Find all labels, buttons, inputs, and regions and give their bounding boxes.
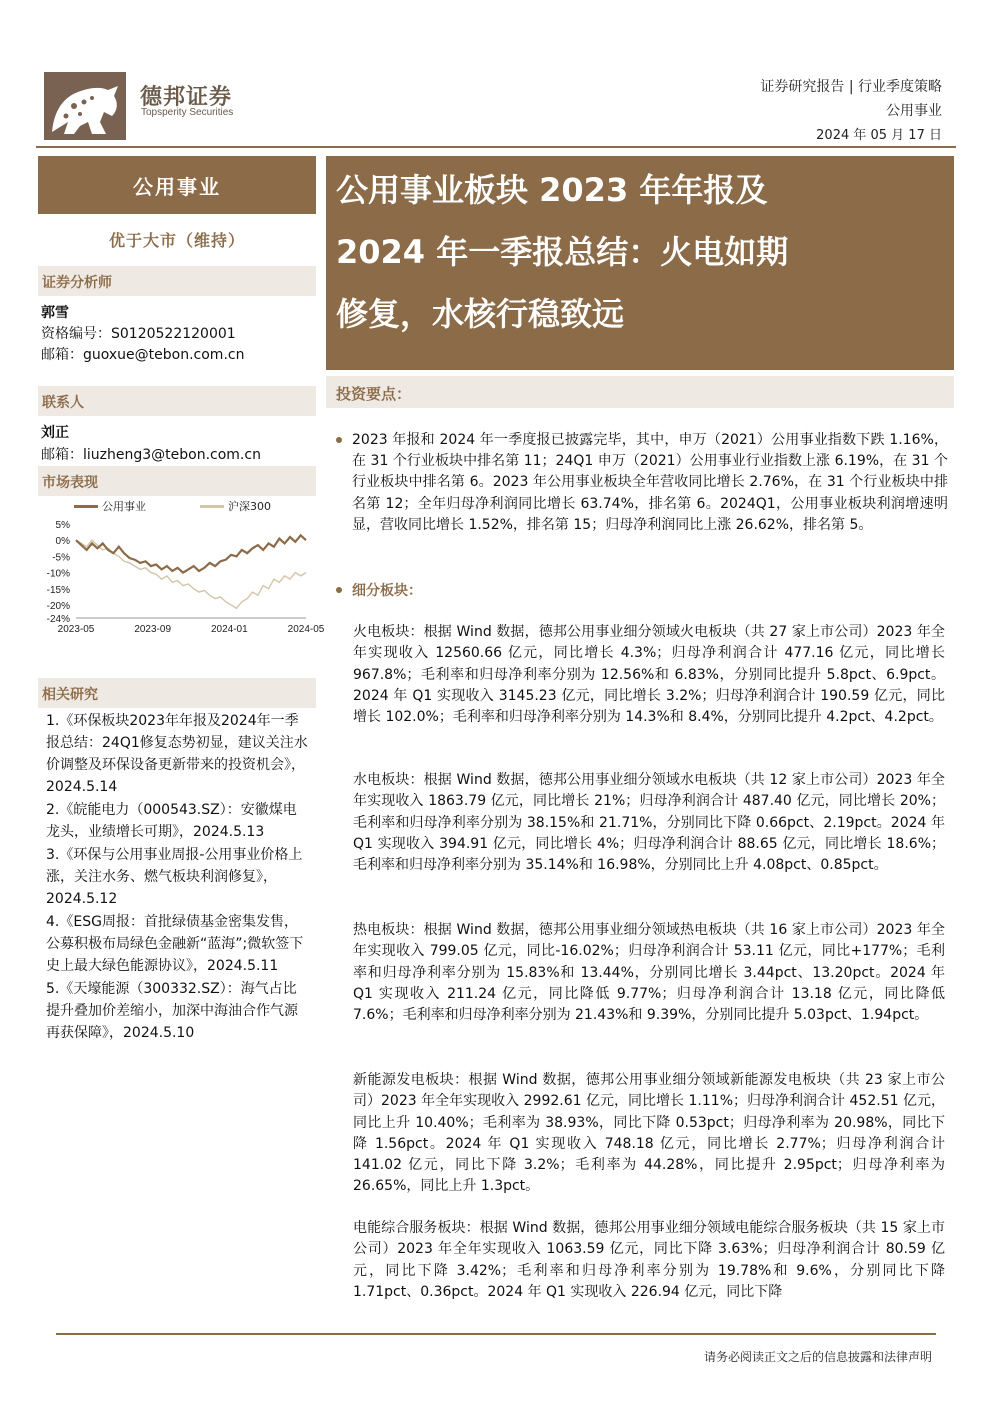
y-tick-label: -24% <box>46 614 70 625</box>
analyst-email: 邮箱：guoxue@tebon.com.cn <box>41 347 245 363</box>
x-tick-label: 2023-09 <box>134 624 172 635</box>
legend-swatch-utilities <box>74 505 98 508</box>
contact-heading: 联系人 <box>38 386 316 416</box>
y-tick-label: 0% <box>55 536 70 548</box>
y-tick-label: -20% <box>46 601 70 613</box>
summary-bullet <box>336 430 948 536</box>
bullet-icon <box>336 587 342 593</box>
brand-name: 德邦证券 <box>140 85 233 110</box>
chart-plot <box>40 514 325 638</box>
related-research-list <box>46 710 310 1045</box>
title-line-1: 公用事业板块 2023 年年报及 <box>336 171 768 209</box>
sector-label: 公用事业 <box>38 156 316 214</box>
hydro-power-paragraph: 水电板块：根据 Wind 数据，德邦公用事业细分领域水电板块（共 12 家上市公司）2023 年全年实现收入 1863.79 亿元，同比增长 21%；归母净利润合计 487.40 亿元，同比增长 20%；毛利率和归母净利率分别为 38.15%和 21.71%，分别同比下降 0.66pct、2.19pct。2024 年 Q1 实现收入 394.91 亿元，同比增长 4%；归母净利润合计 88.65 亿元，同比增长 18.6%；毛利率和归母净利率分别为 35.14%和 16.98%，分别同比上升 4.08pct、0.85pct。 <box>353 772 945 874</box>
related-heading: 相关研究 <box>38 678 316 708</box>
new-energy-paragraph: 新能源发电板块：根据 Wind 数据，德邦公用事业细分领域新能源发电板块（共 23 家上市公司）2023 年全年实现收入 2992.61 亿元，同比增长 1.11%；归母净利润合计 452.51 亿元，同比上升 10.40%；毛利率为 38.93%，同比下降 0.53pct；归母净利率为 20.98%，同比下降 1.56pct。2024 年 Q1 实现收入 748.18 亿元，同比增长 2.77%；归母净利润合计 141.02 亿元，同比下降 3.2%；毛利率为 44.28%，同比提升 2.95pct；归母净利率为 26.65%，同比上升 1.3pct。 <box>353 1072 945 1195</box>
top-divider <box>36 146 956 148</box>
x-tick-label: 2024-05 <box>287 624 325 635</box>
thermal-power-paragraph: 火电板块：根据 Wind 数据，德邦公用事业细分领域火电板块（共 27 家上市公司）2023 年全年实现收入 12560.66 亿元，同比增长 4.3%；归母净利润合计 477.16 亿元，同比增长 967.8%；毛利率和归母净利率分别为 12.56%和 6.83%，分别同比提升 5.8pct、6.9pct。2024 年 Q1 实现收入 3145.23 亿元，同比增长 3.2%；归母净利润合计 190.59 亿元，同比增长 102.0%；毛利率和归母净利率分别为 14.3%和 8.4%，分别同比提升 4.2pct、4.2pct。 <box>353 624 945 726</box>
x-tick-label: 2023-05 <box>57 624 95 635</box>
report-type: 证券研究报告 | 行业季度策略 <box>760 79 942 95</box>
analyst-heading: 证券分析师 <box>38 266 316 296</box>
y-tick-label: -10% <box>46 568 70 580</box>
title-line-3: 修复，水核行稳致远 <box>336 295 625 333</box>
x-tick-label: 2024-01 <box>210 624 248 635</box>
disclaimer-footer: 请务必阅读正文之后的信息披露和法律声明 <box>703 1350 932 1364</box>
brand-name-en: Topsperity Securities <box>141 107 234 118</box>
y-tick-label: 5% <box>55 520 70 531</box>
contact-name: 刘正 <box>41 425 69 441</box>
legend-swatch-csi300 <box>200 505 224 508</box>
series-line-utilities <box>76 535 306 572</box>
heat-power-paragraph: 热电板块：根据 Wind 数据，德邦公用事业细分领域热电板块（共 16 家上市公司）2023 年全年实现收入 799.05 亿元，同比-16.02%；归母净利润合计 53.11 亿元，同比+177%；毛利率和归母净利率分别为 15.83%和 13.44%，分别同比增长 3.44pct、13.20pct。2024 年 Q1 实现收入 211.24 亿元，同比降低 9.77%；归母净利润合计 13.18 亿元，同比降低 7.6%；毛利率和归母净利率分别为 21.43%和 9.39%，分别同比提升 5.03pct、1.94pct。 <box>353 922 945 1024</box>
related-item[interactable]: 5.《天壕能源（300332.SZ）：海气占比提升叠加价差缩小，加深中海油合作气源再获保障》，2024.5.10 <box>46 981 298 1041</box>
bullet-icon <box>336 437 342 443</box>
analyst-license: 资格编号：S0120522120001 <box>41 326 236 342</box>
summary-text: 2023 年报和 2024 年一季度报已披露完毕，其中，申万（2021）公用事业指数下跌 1.16%，在 31 个行业板块中排名第 11；24Q1 申万（2021）公用事业行业指数上涨 6.19%，在 31 个行业板块中排名第 6。2023 年公用事业板块全年营收同比增长 2.76%，在 31 个行业板块中排名第 12；全年归母净利润同比增长 63.74%，排名第 6。2024Q1，公用事业板块利润增速明显，营收同比增长 1.52%，排名第 15；归母净利润同比上涨 26.62%，排名第 5。 <box>352 432 948 533</box>
contact-email: 邮箱：liuzheng3@tebon.com.cn <box>41 447 261 463</box>
market-chart <box>40 498 325 638</box>
rating: 优于大市（维持） <box>108 231 245 250</box>
market-heading: 市场表现 <box>38 466 316 496</box>
key-points-heading: 投资要点： <box>326 376 954 408</box>
related-item[interactable]: 3.《环保与公用事业周报-公用事业价格上涨，关注水务、燃气板块利润修复》，2024.5.12 <box>46 847 303 907</box>
related-item[interactable]: 1.《环保板块2023年年报及2024年一季报总结：24Q1修复态势初显，建议关注水价调整及环保设备更新带来的投资机会》，2024.5.14 <box>46 713 308 795</box>
report-date: 2024 年 05 月 17 日 <box>816 128 942 143</box>
y-tick-label: -15% <box>46 584 70 596</box>
y-tick-label: -5% <box>52 552 70 564</box>
legend-item-csi300 <box>200 498 271 514</box>
power-service-paragraph: 电能综合服务板块：根据 Wind 数据，德邦公用事业细分领域电能综合服务板块（共 15 家上市公司）2023 年全年实现收入 1063.59 亿元，同比下降 3.63%；归母净利润合计 80.59 亿元，同比下降 3.42%；毛利率和归母净利率分别为 19.78%和 9.6%，分别同比下降 1.71pct、0.36pct。2024 年 Q1 实现收入 226.94 亿元，同比下降 <box>353 1220 945 1300</box>
sub-heading <box>336 580 422 600</box>
sub-heading-text: 细分板块： <box>352 583 422 599</box>
bottom-divider <box>56 1333 936 1335</box>
related-item[interactable]: 2.《皖能电力（000543.SZ）：安徽煤电龙头，业绩增长可期》，2024.5.13 <box>46 802 297 840</box>
legend-label-utilities: 公用事业 <box>102 500 146 513</box>
header-sector: 公用事业 <box>886 103 942 119</box>
company-logo <box>44 72 126 140</box>
report-title <box>326 156 954 370</box>
analyst-name: 郭雪 <box>41 305 69 321</box>
legend-item-utilities <box>74 498 146 514</box>
title-line-2: 2024 年一季报总结：火电如期 <box>336 233 789 271</box>
related-item[interactable]: 4.《ESG周报：首批绿债基金密集发售，公募积极布局绿色金融新“蓝海”;微软签下史上最大绿色能源协议》，2024.5.11 <box>46 914 304 974</box>
legend-label-csi300: 沪深300 <box>228 500 271 513</box>
